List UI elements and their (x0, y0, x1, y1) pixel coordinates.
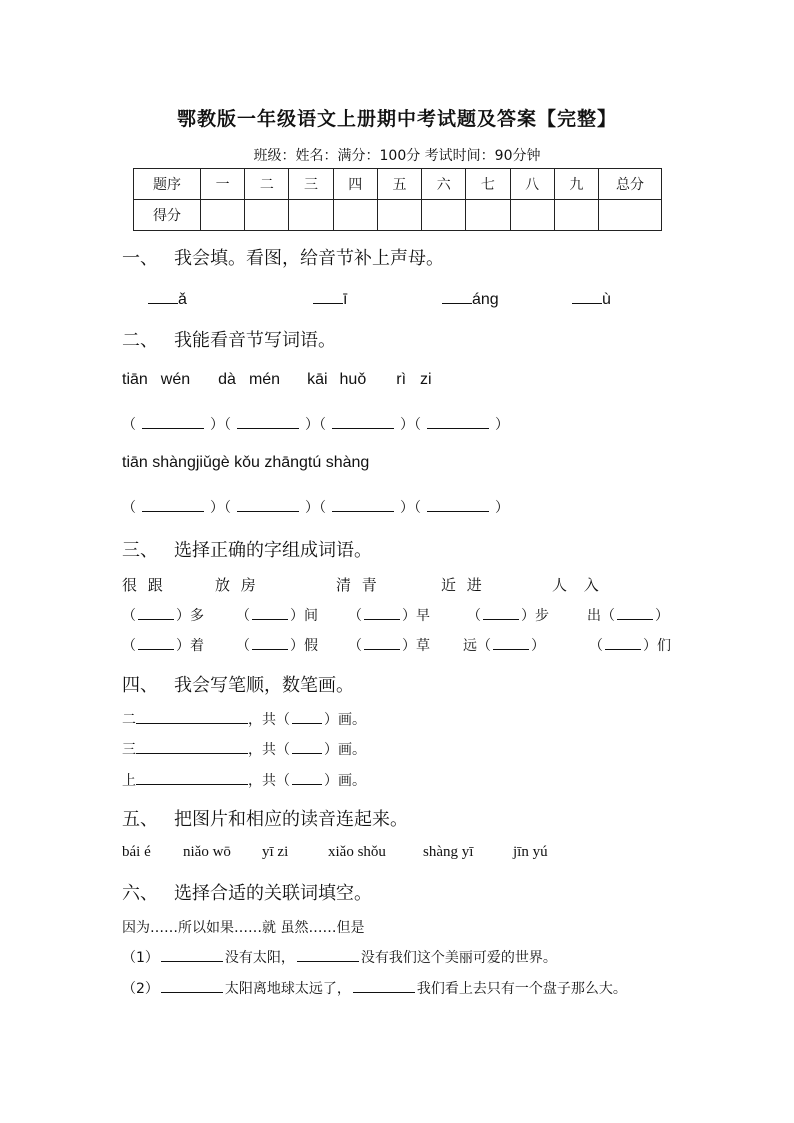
pinyin-final: ī (343, 291, 348, 308)
blank-item[interactable] (442, 289, 499, 309)
stroke-order-blank[interactable] (136, 739, 248, 754)
word-char: 远 (463, 638, 477, 654)
table-cell: 三 (289, 169, 333, 200)
exam-info: 班级：姓名：满分：100分 考试时间：90分钟 (253, 148, 541, 164)
answer-slot[interactable]: （ ） (224, 417, 319, 433)
section-number: 六、 (122, 883, 158, 904)
stroke-count-blank[interactable] (292, 772, 322, 785)
score-input-cell[interactable] (510, 200, 554, 231)
section-title: 选择合适的关联词填空。 (174, 883, 372, 904)
pinyin-syllable: zi (420, 371, 432, 388)
word-char: 间 (304, 608, 318, 624)
pinyin-syllable: tiān (122, 371, 148, 388)
section-6-heading (122, 879, 372, 905)
pinyin-option[interactable]: niǎo wō (183, 844, 231, 860)
word-char: 们 (657, 638, 671, 654)
stroke-order-row[interactable]: 上 ，共（ ）画。 (122, 770, 366, 790)
section-number: 一、 (122, 248, 158, 269)
stroke-count-blank[interactable] (292, 741, 322, 754)
pinyin-option[interactable]: yī zi (262, 844, 289, 860)
stroke-order-row[interactable]: 三 ，共（ ）画。 (122, 739, 366, 759)
table-cell: 总分 (599, 169, 662, 200)
word-char: 步 (535, 608, 549, 624)
stroke-label: 画。 (338, 712, 366, 728)
stroke-char: 二 (122, 712, 136, 728)
score-input-cell[interactable] (599, 200, 662, 231)
answer-blank[interactable] (161, 978, 223, 993)
section-3-heading (122, 536, 372, 562)
pinyin-final: ù (602, 291, 611, 308)
blank-item[interactable] (572, 289, 611, 309)
pinyin-option[interactable]: xiǎo shǒu (328, 844, 386, 860)
char-pair: 很 跟 (122, 576, 163, 594)
table-cell: 一 (201, 169, 245, 200)
stroke-order-blank[interactable] (136, 709, 248, 724)
answer-slot[interactable]: （ ） (224, 500, 319, 516)
char-pair: 人 入 (552, 576, 599, 594)
question-number: （1） (122, 950, 159, 966)
answer-parentheses-row-2 (122, 497, 509, 517)
answer-blank[interactable] (353, 978, 415, 993)
answer-blank[interactable] (313, 289, 343, 304)
pinyin-syllable: wén (160, 371, 191, 388)
question-text: 没有太阳， (224, 950, 295, 966)
answer-blank[interactable] (148, 289, 178, 304)
question-text: 太阳离地球太远了， (224, 981, 351, 997)
answer-slot[interactable]: （ ） (319, 417, 414, 433)
table-cell: 九 (554, 169, 598, 200)
answer-slot[interactable]: （ ） (319, 500, 414, 516)
word-blank[interactable]: 出（ ） (587, 608, 669, 624)
question-number: （2） (122, 981, 159, 997)
answer-slot[interactable]: （ ） (122, 417, 224, 433)
word-char: 着 (190, 638, 204, 654)
table-cell: 二 (245, 169, 289, 200)
word-blank[interactable]: （ ）间 (236, 608, 318, 624)
pinyin-option[interactable]: shàng yī (423, 844, 474, 860)
pinyin-row-1 (122, 371, 432, 389)
word-blank[interactable]: （ ）早 (348, 608, 430, 624)
pinyin-final: ǎ (178, 291, 187, 308)
table-cell: 题序 (134, 169, 201, 200)
stroke-char: 三 (122, 742, 136, 758)
char-pair: 清 青 (336, 576, 377, 594)
pinyin-row-2: tiān shàngjiǔgè kǒu zhāngtú shàng (122, 454, 370, 471)
answer-blank[interactable] (297, 947, 359, 962)
answer-blank[interactable] (572, 289, 602, 304)
table-cell: 四 (333, 169, 377, 200)
word-char: 早 (416, 608, 430, 624)
word-blank[interactable]: （ ）着 (122, 638, 204, 654)
answer-slot[interactable]: （ ） (414, 500, 509, 516)
stroke-char: 上 (122, 773, 136, 789)
answer-parentheses-row-1 (122, 414, 509, 434)
stroke-count-blank[interactable] (292, 711, 322, 724)
score-table-score-row (134, 200, 662, 231)
pinyin-syllable: kāi (307, 371, 328, 388)
word-char: 草 (416, 638, 430, 654)
score-input-cell[interactable] (333, 200, 377, 231)
stroke-label: ，共 (248, 712, 276, 728)
word-blank[interactable]: 远（ ） (463, 638, 545, 654)
section-number: 四、 (122, 675, 158, 696)
answer-blank[interactable] (442, 289, 472, 304)
conjunction-options: 因为……所以如果……就 虽然……但是 (122, 920, 365, 936)
pinyin-syllable: rì (396, 371, 407, 388)
section-title: 我能看音节写词语。 (174, 330, 336, 351)
char-pair: 近 进 (441, 576, 482, 594)
section-number: 二、 (122, 330, 158, 351)
score-input-cell[interactable] (201, 200, 245, 231)
section-title: 我会填。看图，给音节补上声母。 (174, 248, 444, 269)
page-title: 鄂教版一年级语文上册期中考试题及答案【完整】 (176, 108, 617, 130)
pinyin-final: áng (472, 291, 499, 308)
score-table (133, 168, 662, 231)
section-5-heading (122, 805, 408, 831)
section-number: 五、 (122, 809, 158, 830)
pinyin-option[interactable]: bái é (122, 844, 151, 860)
section-title: 我会写笔顺，数笔画。 (174, 675, 354, 696)
stroke-label: ，共 (248, 742, 276, 758)
pinyin-option[interactable]: jīn yú (513, 844, 548, 860)
word-blank[interactable]: （ ）假 (236, 638, 318, 654)
pinyin-syllable: huǒ (339, 371, 367, 388)
section-title: 把图片和相应的读音连起来。 (174, 809, 408, 830)
blank-item[interactable] (313, 289, 347, 309)
question-text: 没有我们这个美丽可爱的世界。 (360, 950, 557, 966)
word-blank[interactable]: （ ）草 (348, 638, 430, 654)
blank-item[interactable] (148, 289, 187, 309)
section-title: 选择正确的字组成词语。 (174, 540, 372, 561)
table-cell: 五 (377, 169, 421, 200)
answer-blank[interactable] (161, 947, 223, 962)
section-2-heading (122, 326, 336, 352)
score-input-cell[interactable] (377, 200, 421, 231)
section-4-heading (122, 671, 354, 697)
score-input-cell[interactable] (554, 200, 598, 231)
pinyin-syllable: dà (218, 371, 236, 388)
word-char: 假 (304, 638, 318, 654)
stroke-order-blank[interactable] (136, 770, 248, 785)
table-cell: 七 (466, 169, 510, 200)
fill-question-2 (122, 978, 627, 998)
stroke-label: 画。 (338, 742, 366, 758)
table-cell: 六 (422, 169, 466, 200)
table-cell: 得分 (134, 200, 201, 231)
table-cell: 八 (510, 169, 554, 200)
answer-slot[interactable]: （ ） (414, 417, 509, 433)
char-pair: 放 房 (215, 576, 256, 594)
word-blank[interactable]: （ ）多 (122, 608, 204, 624)
stroke-label: ，共 (248, 773, 276, 789)
score-input-cell[interactable] (422, 200, 466, 231)
fill-question-1 (122, 947, 557, 967)
score-input-cell[interactable] (466, 200, 510, 231)
word-char: 出 (587, 608, 601, 624)
answer-slot[interactable]: （ ） (122, 500, 224, 516)
score-input-cell[interactable] (289, 200, 333, 231)
stroke-label: 画。 (338, 773, 366, 789)
section-1-heading (122, 244, 444, 270)
question-text: 我们看上去只有一个盘子那么大。 (416, 981, 627, 997)
word-char: 多 (190, 608, 204, 624)
word-blank[interactable]: （ ）步 (467, 608, 549, 624)
score-table-header-row (134, 169, 662, 200)
pinyin-syllable: mén (248, 371, 281, 388)
stroke-order-row[interactable]: 二 ，共（ ）画。 (122, 709, 366, 729)
section-number: 三、 (122, 540, 158, 561)
word-blank[interactable]: （ ）们 (589, 638, 671, 654)
score-input-cell[interactable] (245, 200, 289, 231)
